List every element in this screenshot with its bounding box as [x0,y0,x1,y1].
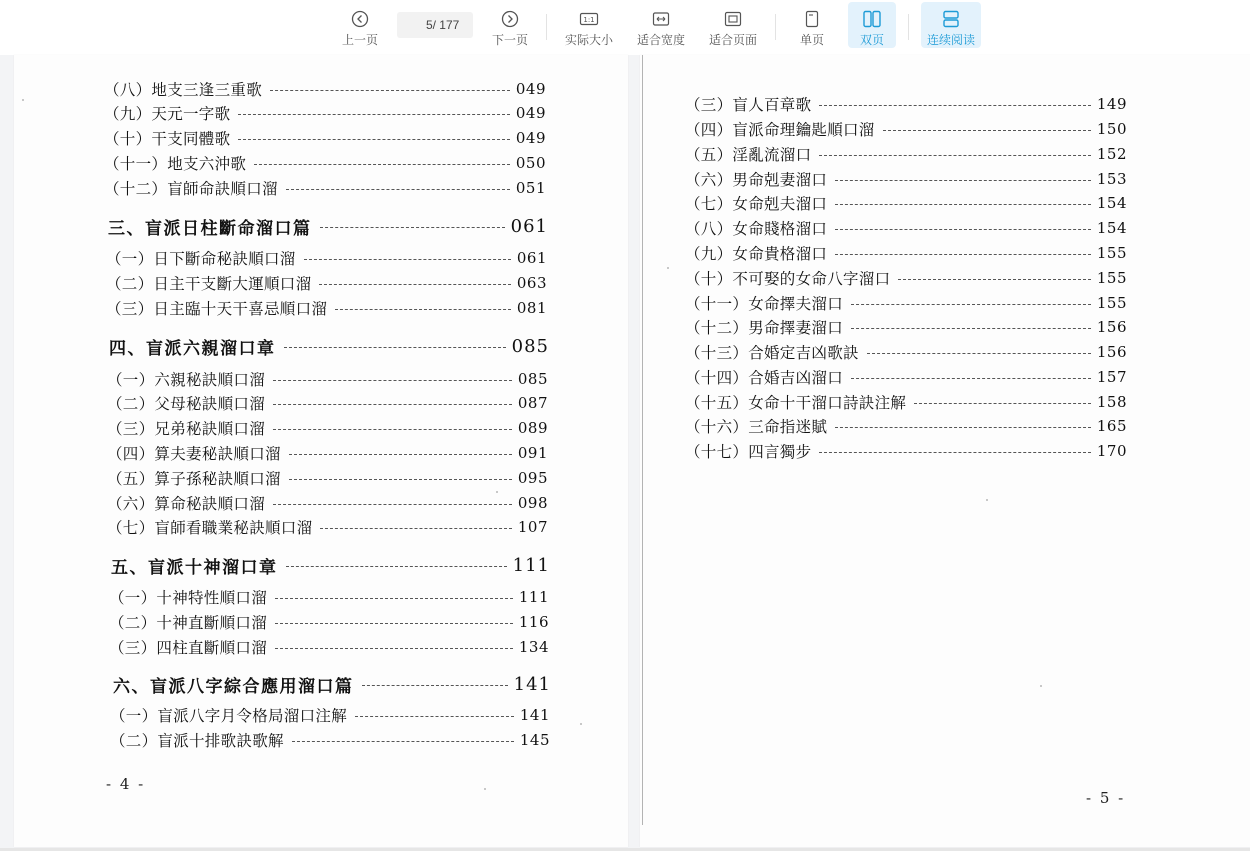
toc-entry-title: （九）女命貴格溜口 [685,245,828,263]
toc-entry-page: 061 [516,249,547,267]
toc-entry-title: （五）算子孫秘訣順口溜 [107,470,281,488]
toc-entry-page: 089 [517,419,548,437]
dot-leader [273,429,512,430]
dot-leader [270,90,510,91]
toc-entry-page: 049 [515,129,546,147]
chevron-right-circle-icon [499,8,521,29]
toc-heading-title: 三、盲派日柱斷命溜口篇 [108,218,312,239]
dot-leader [238,114,509,115]
toc-entry-page: 154 [1096,219,1127,237]
toc-entry-title: （二）日主干支斷大運順口溜 [106,275,312,293]
scan-speck [667,267,669,269]
toc-entry-title: （十一）地支六沖歌 [104,155,247,173]
toc-entry-page: 153 [1096,170,1127,188]
toc-entry-page: 116 [518,613,549,631]
single-page-icon [801,8,823,29]
dot-leader [273,504,512,505]
toc-entry-title: （四）盲派命理鑰匙順口溜 [685,121,875,139]
continuous-reading-button[interactable] [921,2,981,48]
next-page-button[interactable] [488,2,532,48]
current-page-input[interactable] [411,18,433,32]
toc-entry-title: （三）兄弟秘訣順口溜 [107,420,266,438]
toc-entry [107,416,548,440]
fit-page-icon [722,8,744,29]
toc-entry-page: 050 [515,154,546,172]
toc-section-heading [109,334,549,358]
toc-entry-page: 085 [517,370,548,388]
double-page-button[interactable] [848,2,896,48]
toc-entry-title: （十五）女命十干溜口詩訣注解 [685,394,907,412]
reader-toolbar [0,0,1250,55]
fit-page-button[interactable] [706,2,760,48]
dot-leader [835,254,1091,255]
dot-leader [835,180,1091,181]
double-page-label: 双页 [859,33,884,47]
toc-entry-page: 145 [519,731,550,749]
toc-entry-page: 107 [517,518,548,536]
toc-entry-title: （二）盲派十排歌訣歌解 [110,732,284,750]
page-edge-line [642,55,643,825]
toc-entry [685,117,1127,141]
toc-entry [104,126,546,150]
toc-heading-page: 111 [512,554,550,576]
toc-entry-title: （一）日下斷命秘訣順口溜 [106,250,296,268]
actual-size-button[interactable] [562,2,616,48]
toc-entry-page: 063 [516,274,547,292]
scan-speck [1040,685,1042,687]
toc-entry-page: 170 [1096,442,1127,460]
toc-entry-title: （八）地支三逢三重歌 [104,81,263,99]
toc-entry-page: 149 [1096,95,1127,113]
toc-entry-title: （二）十神直斷順口溜 [109,614,268,632]
toc-heading-title: 五、盲派十神溜口章 [111,557,278,578]
toc-entry-page: 091 [517,444,548,462]
toc-entry-page: 165 [1096,417,1127,435]
toc-entry-page: 150 [1096,120,1127,138]
toc-entry-title: （十二）盲師命訣順口溜 [104,180,278,198]
dot-leader [304,259,511,260]
toc-entry [685,315,1127,339]
toc-entry [110,728,550,752]
toc-entry-title: （九）天元一字歌 [104,105,231,123]
toolbar-divider [908,14,909,40]
dot-leader [275,648,513,649]
toc-entry [109,610,549,634]
toc-entry-title: （六）男命剋妻溜口 [685,171,828,189]
toc-entry-title: （五）淫亂流溜口 [685,146,812,164]
toc-entry [106,296,547,320]
dot-leader [286,189,510,190]
toc-entry [106,246,547,270]
toc-entry-title: （一）六親秘訣順口溜 [107,371,266,389]
toc-entry-page: 087 [517,394,548,412]
toc-entry-page: 095 [517,469,548,487]
dot-leader [273,404,512,405]
toolbar-divider [546,14,547,40]
toc-entry-page: 156 [1096,318,1127,336]
toc-entry-page: 051 [515,179,546,197]
toc-entry-title: （十三）合婚定吉凶歌訣 [685,344,859,362]
toc-entry-page: 157 [1096,368,1127,386]
dot-leader [275,623,513,624]
dot-leader [284,347,506,348]
toc-entry [685,390,1127,414]
continuous-reading-label: 连续阅读 [926,33,975,47]
chevron-left-circle-icon [349,8,371,29]
toc-entry-title: （三）日主臨十天干喜忌順口溜 [106,300,328,318]
toc-entry [104,151,546,175]
toc-heading-title: 四、盲派六親溜口章 [109,338,276,359]
dot-leader [835,427,1091,428]
toc-entry-title: （十）干支同體歌 [104,130,231,148]
fit-width-label: 适合宽度 [636,33,685,47]
toc-entry-page: 049 [515,80,546,98]
toc-entry-title: （四）算夫妻秘訣順口溜 [107,445,281,463]
fit-width-button[interactable] [634,2,688,48]
toc-entry [685,340,1127,364]
single-page-button[interactable] [792,2,832,48]
toc-entry-title: （十六）三命指迷賦 [685,418,828,436]
toc-entry-title: （十四）合婚吉凶溜口 [685,369,844,387]
toc-entry-page: 141 [519,706,550,724]
toc-entry [685,414,1127,438]
toc-entry-title: （六）算命秘訣順口溜 [107,495,266,513]
page-number: - 4 - [106,775,146,793]
fit-page-label: 适合页面 [708,33,757,47]
page-5 [640,55,1250,847]
toc-entry-page: 158 [1096,393,1127,411]
toc-entry [685,439,1127,463]
toc-entry [107,441,548,465]
page-4 [14,55,628,847]
dot-leader [289,454,512,455]
toc-entry-title: （七）盲師看職業秘訣順口溜 [107,519,313,537]
page-indicator [397,12,473,38]
dot-leader [319,284,510,285]
toc-entry [110,703,550,727]
toc-entry-page: 134 [518,638,549,656]
dot-leader [867,353,1091,354]
dot-leader [335,309,511,310]
toc-entry-title: （七）女命剋夫溜口 [685,195,828,213]
toc-entry-title: （一）十神特性順口溜 [109,589,268,607]
dot-leader [851,378,1091,379]
dot-leader [819,452,1090,453]
toc-entry [685,92,1127,116]
dot-leader [292,741,514,742]
dot-leader [851,328,1091,329]
toc-entry [685,291,1127,315]
toc-entry-page: 049 [515,104,546,122]
toc-entry-title: （二）父母秘訣順口溜 [107,395,266,413]
scan-speck [496,491,498,493]
toc-entry-title: （三）四柱直斷順口溜 [109,639,268,657]
toc-entry [685,142,1127,166]
toc-entry-page: 111 [518,588,549,606]
toc-heading-page: 061 [510,215,548,237]
toc-entry [685,216,1127,240]
prev-page-label: 上一页 [341,33,378,47]
toc-entry [685,167,1127,191]
toc-entry-page: 155 [1096,244,1127,262]
toc-entry-page: 098 [517,494,548,512]
dot-leader [320,528,511,529]
toc-entry [107,367,548,391]
toc-entry-title: （十一）女命擇夫溜口 [685,295,844,313]
toc-entry-page: 154 [1096,194,1127,212]
dot-leader [851,304,1091,305]
dot-leader [835,229,1091,230]
actual-size-icon [578,8,600,29]
dot-leader [238,139,509,140]
toc-entry-title: （十七）四言獨步 [685,443,812,461]
toc-entry [109,635,549,659]
toc-section-heading [108,214,548,238]
total-pages: / 177 [432,18,460,32]
dot-leader [254,164,510,165]
dot-leader [286,566,507,567]
scan-speck [986,499,988,501]
continuous-scroll-icon [940,8,962,29]
prev-page-button[interactable] [338,2,382,48]
document-viewer[interactable] [0,55,1250,851]
dot-leader [883,130,1091,131]
scan-speck [484,788,486,790]
toc-entry-title: （八）女命賤格溜口 [685,220,828,238]
dot-leader [289,479,512,480]
toc-entry-page: 155 [1096,269,1127,287]
toc-heading-page: 085 [511,335,549,357]
toc-entry [104,101,546,125]
double-page-icon [861,8,883,29]
svg-text:1:1: 1:1 [583,15,595,24]
toc-entry [685,365,1127,389]
dot-leader [819,105,1090,106]
single-page-label: 单页 [799,33,824,47]
dot-leader [898,279,1090,280]
toc-entry [104,77,546,101]
toc-entry-title: （十二）男命擇妻溜口 [685,319,844,337]
toc-entry [107,466,548,490]
dot-leader [355,716,514,717]
toc-entry [107,491,548,515]
toc-entry [107,515,548,539]
toc-section-heading [113,672,551,696]
toc-entry [685,266,1127,290]
toc-entry-title: （一）盲派八字月令格局溜口注解 [110,707,348,725]
dot-leader [320,227,505,228]
toc-section-heading [111,553,550,577]
toolbar-divider [775,14,776,40]
toc-entry-page: 081 [516,299,547,317]
dot-leader [275,598,513,599]
actual-size-label: 实际大小 [564,33,613,47]
toc-entry-title: （三）盲人百章歌 [685,96,812,114]
dot-leader [914,403,1091,404]
toc-entry [685,241,1127,265]
scan-speck [22,99,24,101]
toc-entry [106,271,547,295]
dot-leader [362,685,508,686]
next-page-label: 下一页 [491,33,528,47]
fit-width-icon [650,8,672,29]
toc-entry [685,191,1127,215]
dot-leader [835,204,1091,205]
scan-speck [580,723,582,725]
dot-leader [819,155,1090,156]
toc-entry-page: 152 [1096,145,1127,163]
toc-heading-title: 六、盲派八字綜合應用溜口篇 [113,676,354,697]
toc-entry [107,391,548,415]
dot-leader [273,380,512,381]
toc-heading-page: 141 [513,673,551,695]
toc-entry-page: 156 [1096,343,1127,361]
toc-entry-title: （十）不可娶的女命八字溜口 [685,270,891,288]
toc-entry [104,176,546,200]
toc-entry [109,585,549,609]
page-number: - 5 - [1086,789,1126,807]
toc-entry-page: 155 [1096,294,1127,312]
